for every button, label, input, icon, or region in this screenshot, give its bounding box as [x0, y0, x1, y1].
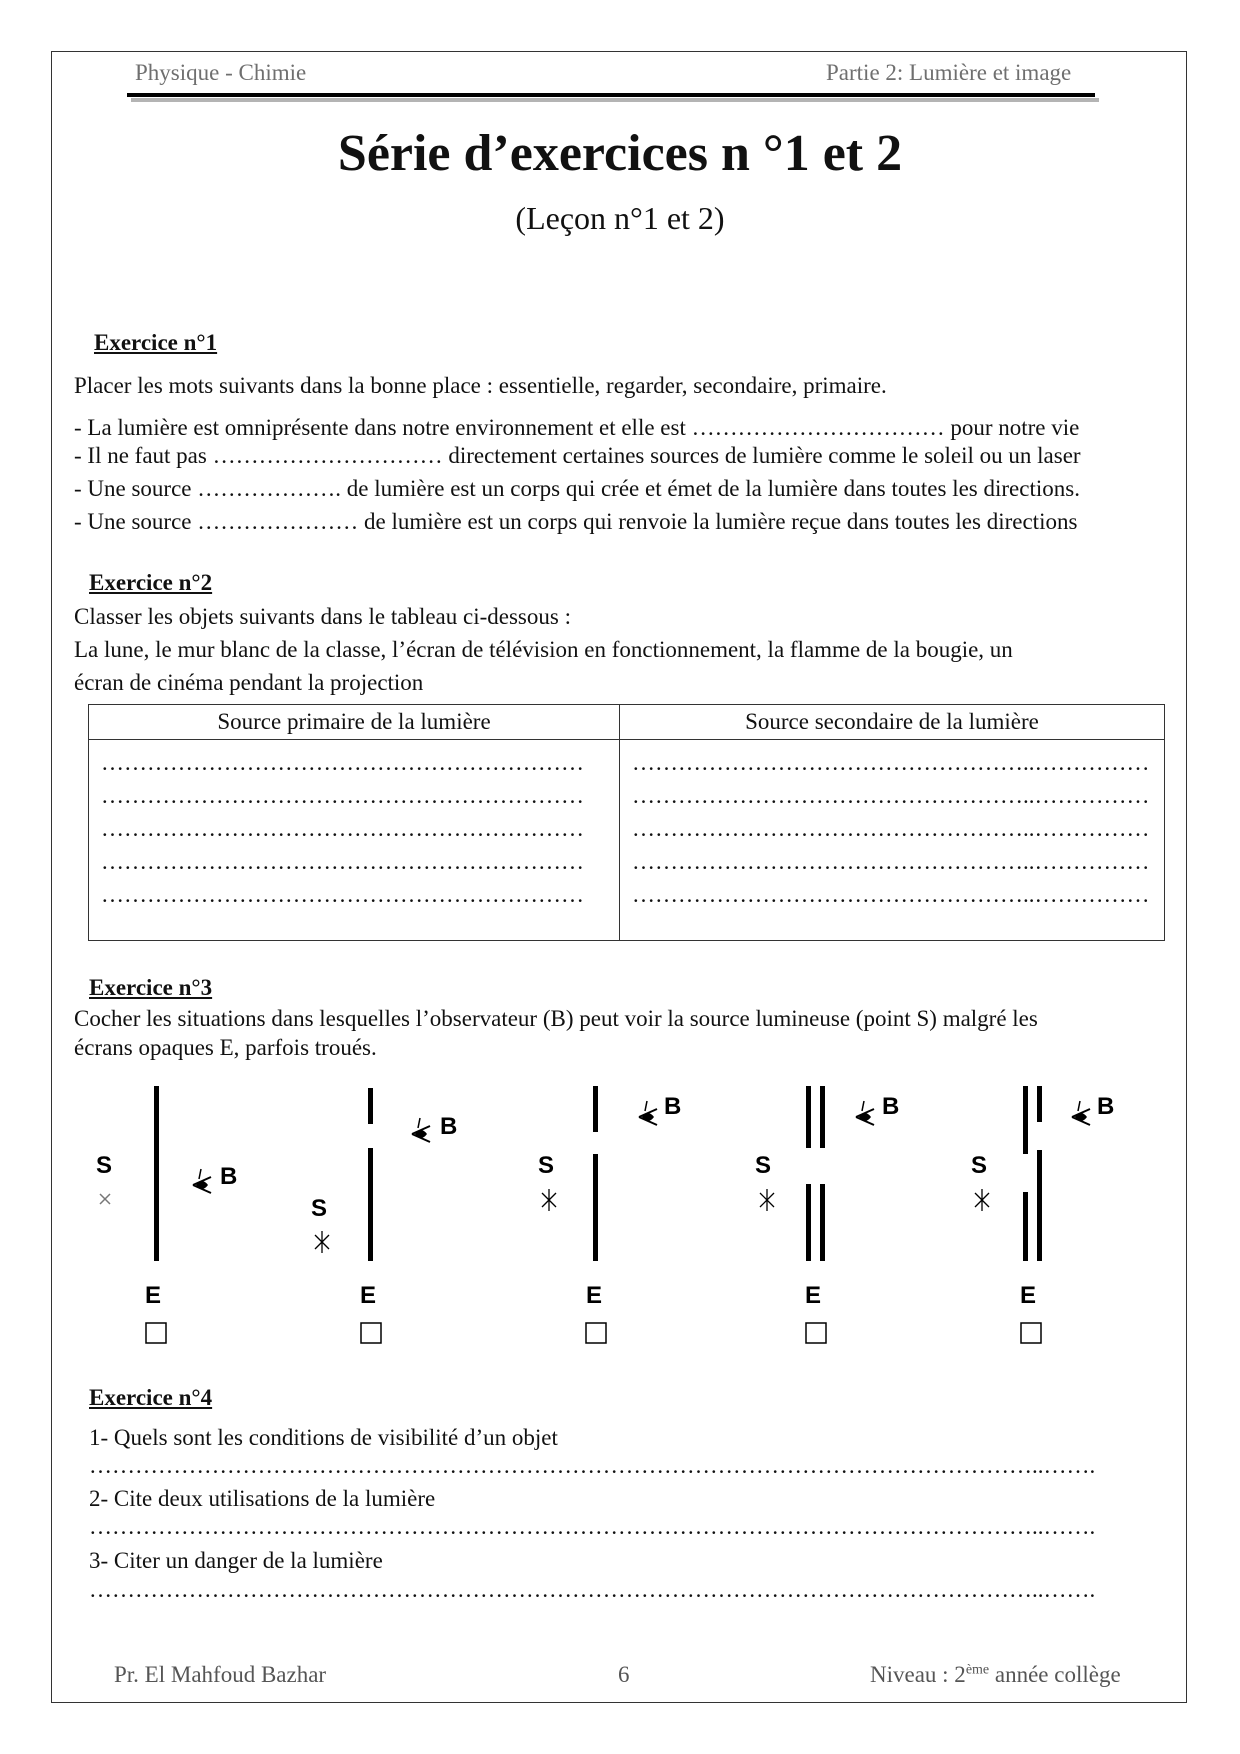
opaque-screen	[806, 1086, 811, 1148]
answer-dots: ……………………………………………..……………	[632, 816, 1150, 841]
screen-label: E	[1020, 1282, 1037, 1309]
answer-dots: ………………………………………………………	[101, 816, 584, 841]
ex1-line: - Une source ………………… de lumière est un corps qui renvoie la lumière reçue dans toutes les directions	[74, 509, 1078, 534]
situation-5	[971, 1086, 1114, 1343]
ex2-heading: Exercice n°2	[89, 570, 213, 595]
situation-1	[96, 1086, 237, 1343]
answer-checkbox[interactable]	[586, 1323, 606, 1343]
table-cell-primary[interactable]	[89, 740, 620, 941]
footer-page-number: 6	[618, 1662, 630, 1687]
ex2-objects-line: La lune, le mur blanc de la classe, l’écran de télévision en fonctionnement, la flamme de la bougie, un	[74, 637, 1013, 662]
classification-table	[88, 704, 1165, 941]
observer-label: B	[440, 1113, 458, 1140]
source-point-icon	[542, 1189, 556, 1211]
footer-level-prefix: Niveau : 2	[870, 1662, 966, 1687]
ex2-objects-line: écran de cinéma pendant la projection	[74, 670, 424, 695]
observer-label: B	[1097, 1093, 1115, 1120]
footer-level	[870, 1662, 1121, 1688]
situation-2	[311, 1088, 457, 1343]
opaque-screen	[806, 1184, 811, 1261]
answer-checkbox[interactable]	[146, 1323, 166, 1343]
opaque-screen	[593, 1154, 598, 1261]
eye-icon	[1072, 1101, 1090, 1125]
answer-checkbox[interactable]	[1021, 1323, 1041, 1343]
ex4-question: 2- Cite deux utilisations de la lumière	[89, 1486, 436, 1511]
eye-icon	[639, 1101, 657, 1125]
screen-label: E	[586, 1282, 603, 1309]
eye-icon	[856, 1101, 874, 1125]
opaque-screen	[154, 1086, 159, 1261]
answer-dots: ………………………………………………………	[101, 783, 584, 808]
ex3-instruction-line: Cocher les situations dans lesquelles l’observateur (B) peut voir la source lumineuse (point S) malgré les	[74, 1006, 1038, 1031]
observer-label: B	[220, 1163, 238, 1190]
screen-label: E	[805, 1282, 822, 1309]
ex1-line: - Une source ………………. de lumière est un corps qui crée et émet de la lumière dans toutes les directions.	[74, 476, 1080, 501]
answer-dots: ……………………………………………..……………	[632, 849, 1150, 874]
ex1-line: - La lumière est omniprésente dans notre environnement et elle est …………………………… pour notre vie	[74, 415, 1080, 440]
source-label: S	[311, 1195, 328, 1222]
answer-dots: ………………………………………………………	[101, 882, 584, 907]
answer-dots: ………………………………………………………	[101, 750, 584, 775]
source-point-icon	[760, 1189, 774, 1211]
screen-label: E	[360, 1282, 377, 1309]
answer-dots: ………………………………………………………	[101, 849, 584, 874]
footer-level-suffix: année collège	[989, 1662, 1121, 1687]
page-title: Série d’exercices n °1 et 2	[337, 125, 903, 182]
source-point-icon	[315, 1231, 329, 1253]
header-rule-shadow	[131, 98, 1099, 102]
situation-4	[755, 1086, 899, 1343]
ex4-answer-line[interactable]: ……………………………………………………………………………………………………………..…….	[89, 1577, 1096, 1602]
ex3-figure	[60, 1080, 1160, 1370]
opaque-screen	[820, 1086, 825, 1148]
opaque-screen	[368, 1148, 373, 1261]
header-rule	[127, 93, 1095, 97]
ex3-instruction-line: écrans opaques E, parfois troués.	[74, 1035, 377, 1060]
eye-icon	[193, 1169, 211, 1193]
opaque-screen	[1023, 1192, 1028, 1261]
table-header-secondary: Source secondaire de la lumière	[620, 705, 1165, 740]
source-label: S	[538, 1152, 555, 1179]
situation-3	[538, 1086, 681, 1343]
table-cell-secondary[interactable]	[620, 740, 1165, 941]
ex3-heading: Exercice n°3	[89, 975, 213, 1000]
ex4-heading: Exercice n°4	[89, 1385, 213, 1410]
opaque-screen	[368, 1088, 373, 1124]
ex4-answer-line[interactable]: ……………………………………………………………………………………………………………..…….	[89, 1514, 1096, 1539]
opaque-screen	[1037, 1150, 1042, 1261]
ex2-instruction: Classer les objets suivants dans le tableau ci-dessous :	[74, 604, 571, 629]
answer-checkbox[interactable]	[806, 1323, 826, 1343]
source-point-icon	[100, 1194, 110, 1204]
header-subject: Physique - Chimie	[135, 60, 307, 85]
opaque-screen	[1023, 1086, 1028, 1154]
answer-dots: ……………………………………………..……………	[632, 783, 1150, 808]
answer-dots: ……………………………………………..……………	[632, 750, 1150, 775]
screen-label: E	[145, 1282, 162, 1309]
footer-level-sup: ème	[965, 1662, 990, 1678]
ex1-line: - Il ne faut pas ………………………… directement certaines sources de lumière comme le soleil ou un laser	[74, 443, 1081, 468]
source-label: S	[96, 1152, 113, 1179]
source-point-icon	[975, 1189, 989, 1211]
page-subtitle: (Leçon n°1 et 2)	[515, 200, 725, 236]
eye-icon	[412, 1118, 430, 1142]
source-label: S	[971, 1152, 988, 1179]
opaque-screen	[593, 1086, 598, 1132]
ex4-question: 3- Citer un danger de la lumière	[89, 1548, 383, 1573]
header-part: Partie 2: Lumière et image	[826, 60, 1072, 85]
observer-label: B	[664, 1093, 682, 1120]
opaque-screen	[820, 1184, 825, 1261]
ex4-answer-line[interactable]: ……………………………………………………………………………………………………………..…….	[89, 1453, 1096, 1478]
ex1-instruction: Placer les mots suivants dans la bonne place : essentielle, regarder, secondaire, primaire.	[74, 373, 887, 398]
answer-checkbox[interactable]	[361, 1323, 381, 1343]
observer-label: B	[882, 1093, 900, 1120]
opaque-screen	[1037, 1086, 1042, 1122]
answer-dots: ……………………………………………..……………	[632, 882, 1150, 907]
source-label: S	[755, 1152, 772, 1179]
table-header-primary: Source primaire de la lumière	[89, 705, 620, 740]
ex4-question: 1- Quels sont les conditions de visibilité d’un objet	[89, 1425, 558, 1450]
ex1-heading: Exercice n°1	[94, 330, 218, 355]
footer-author: Pr. El Mahfoud Bazhar	[114, 1662, 327, 1687]
